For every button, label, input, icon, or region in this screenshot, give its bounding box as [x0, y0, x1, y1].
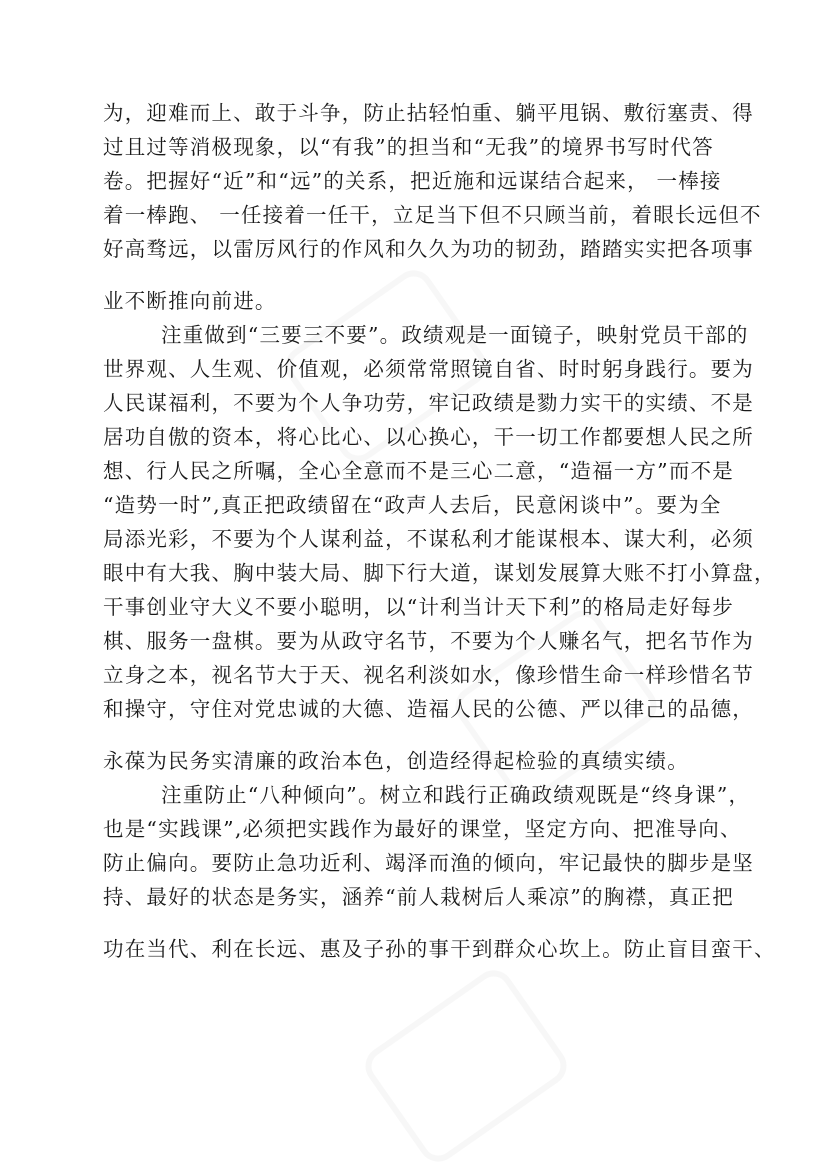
text-line: 想、行人民之所嘱，全心全意而不是三心二意，“造福一方”而不是	[103, 459, 734, 483]
text-line: 功在当代、利在长远、惠及子孙的事干到群众心坎上。防止盲目蛮干、	[103, 937, 776, 961]
text-line: “造势一时”,真正把政绩留在“政声人去后，民意闲谈中”。要为全	[103, 493, 722, 517]
text-line: 居功自傲的资本，将心比心、以心换心，干一切工作都要想人民之所	[103, 425, 754, 449]
text-line: 好高骛远，以雷厉风行的作风和久久为功的韧劲，踏踏实实把各项事	[103, 237, 754, 261]
text-line: 过且过等消极现象，以“有我”的担当和“无我”的境界书写时代答	[103, 135, 714, 159]
text-line: 也是“实践课”,必须把实践作为最好的课堂，坚定方向、把准导向、	[103, 817, 742, 841]
text-line: 持、最好的状态是务实，涵养“前人栽树后人乘凉”的胸襟，真正把	[103, 885, 734, 909]
text-line: 和操守，守住对党忠诚的大德、造福人民的公德、严以律己的品德，	[103, 697, 754, 721]
text-line: 棋、服务一盘棋。要为从政守名节，不要为个人赚名气，把名节作为	[103, 629, 754, 653]
document-body	[103, 96, 776, 966]
text-line: 干事创业守大义不要小聪明，以“计利当计天下利”的格局走好每步	[103, 595, 734, 619]
paragraph-heading-line: 注重防止“八种倾向”。树立和践行正确政绩观既是“终身课”，	[161, 783, 751, 807]
text-line: 为，迎难而上、敢于斗争，防止拈轻怕重、躺平甩锅、敷衍塞责、得	[103, 101, 754, 125]
text-line: 眼中有大我、胸中装大局、脚下行大道，谋划发展算大账不打小算盘，	[103, 561, 776, 585]
text-line: 防止偏向。要防止急功近利、竭泽而渔的倾向，牢记最快的脚步是坚	[103, 851, 754, 875]
text-line: 人民谋福利，不要为个人争功劳，牢记政绩是勠力实干的实绩、不是	[103, 391, 754, 415]
text-line: 世界观、人生观、价值观，必须常常照镜自省、时时躬身践行。要为	[103, 357, 754, 381]
text-line: 立身之本，视名节大于天、视名利淡如水，像珍惜生命一样珍惜名节	[103, 663, 754, 687]
text-line: 永葆为民务实清廉的政治本色，创造经得起检验的真绩实绩。	[103, 749, 689, 773]
watermark-mark	[358, 963, 575, 1170]
text-line: 业不断推向前进。	[103, 289, 277, 313]
text-line: 局添光彩，不要为个人谋利益，不谋私利才能谋根本、谋大利，必须	[103, 527, 754, 551]
text-line: 卷。把握好“近”和“远”的关系，把近施和远谋结合起来， 一棒接	[103, 169, 722, 193]
text-line: 着一棒跑、 一任接着一任干，立足当下但不只顾当前，着眼长远但不	[103, 203, 762, 227]
paragraph-heading-line: 注重做到“三要三不要”。政绩观是一面镜子，映射党员干部的	[161, 323, 749, 347]
